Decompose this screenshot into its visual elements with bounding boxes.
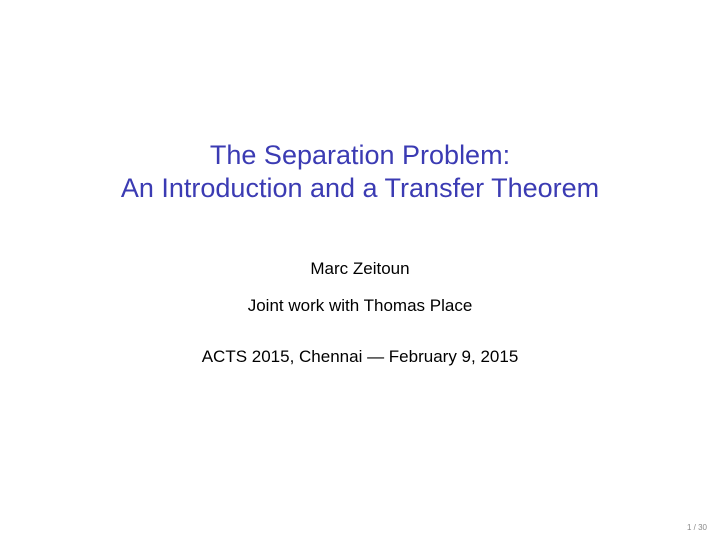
page-number: 1 / 30 [686,523,707,532]
venue-and-date: ACTS 2015, Chennai — February 9, 2015 [201,347,519,366]
author-name: Marc Zeitoun [310,259,410,278]
title-line-2: An Introduction and a Transfer Theorem [120,173,600,203]
slide-title [0,139,720,205]
joint-work-note: Joint work with Thomas Place [247,296,473,315]
title-line-1: The Separation Problem: [209,140,511,170]
